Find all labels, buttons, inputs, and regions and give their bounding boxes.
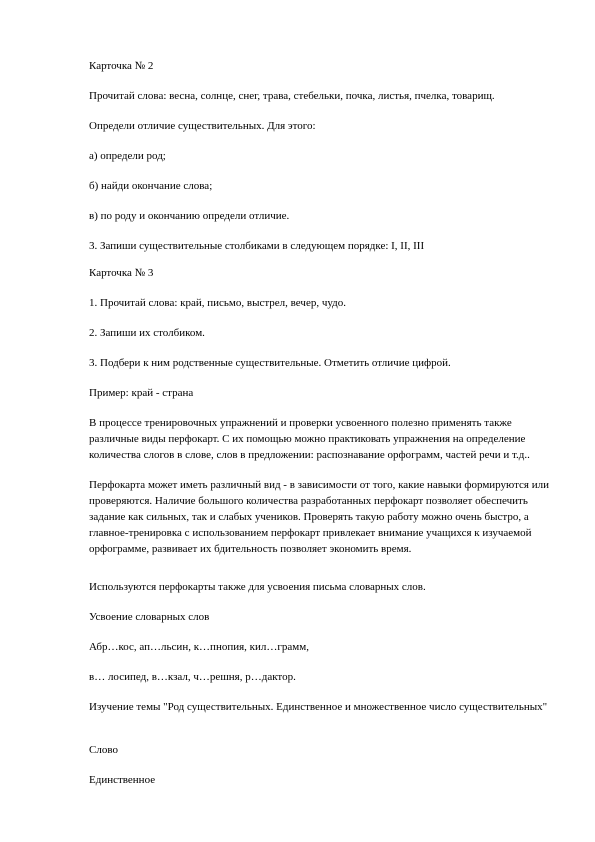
section-heading: Усвоение словарных слов (89, 611, 210, 623)
paragraph: в… лосипед, в…кзал, ч…решня, р…дактор. (89, 671, 296, 683)
paragraph: б) найди окончание слова; (89, 180, 213, 192)
paragraph: Пример: край - страна (89, 387, 194, 399)
paragraph: 1. Прочитай слова: край, письмо, выстрел, вечер, чудо. (89, 297, 347, 309)
paragraph: а) определи род; (89, 150, 166, 162)
paragraph: 2. Запиши их столбиком. (89, 327, 205, 339)
paragraph: Абр…кос, ап…льсин, к…пнопия, кил…грамм, (89, 641, 309, 653)
paragraph: В процессе тренировочных упражнений и проверки усвоенного полезно применять также различные виды перфокарт. С их помощью можно практиковать упражнения на определение количества слогов в слове, слов в предложении: распознавание орфограмм, частей речи и т.д.. (89, 417, 530, 461)
paragraph: Единственное (89, 774, 156, 786)
card-3-title: Карточка № 3 (89, 267, 154, 279)
paragraph: Изучение темы "Род существительных. Единственное и множественное число существительных" (89, 701, 548, 713)
paragraph: 3. Подбери к ним родственные существительные. Отметить отличие цифрой. (89, 357, 451, 369)
paragraph: в) по роду и окончанию определи отличие. (89, 210, 290, 222)
paragraph: Слово (89, 744, 118, 756)
card-2-title: Карточка № 2 (89, 60, 154, 72)
paragraph: Перфокарта может иметь различный вид - в зависимости от того, какие навыки формируются или проверяются. Наличие большого количества разработанных перфокарт позволяет обеспечить задание как сильных, так и слабых учеников. Проверять такую работу можно очень быстро, а главное-тренировка с использованием перфокарт привлекает внимание учащихся к изучаемой орфограмме, развивает их бдительность позволяет экономить время. (89, 479, 550, 555)
paragraph: 3. Запиши существительные столбиками в следующем порядке: I, II, III (89, 240, 425, 252)
paragraph: Определи отличие существительных. Для этого: (89, 120, 316, 132)
paragraph: Прочитай слова: весна, солнце, снег, трава, стебельки, почка, листья, пчелка, товарищ. (89, 90, 495, 102)
paragraph: Используются перфокарты также для усвоения письма словарных слов. (89, 581, 426, 593)
